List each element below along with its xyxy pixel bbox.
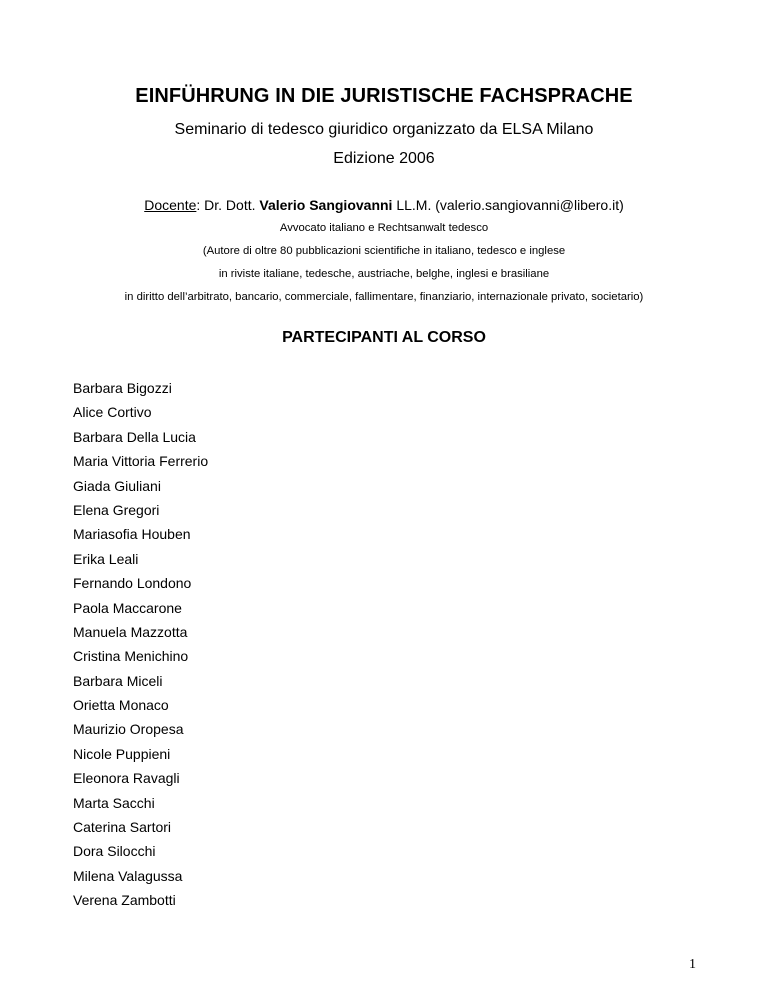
docente-prefix: : Dr. Dott. bbox=[196, 197, 260, 213]
participant-item: Alice Cortivo bbox=[73, 404, 152, 421]
participant-item: Verena Zambotti bbox=[73, 892, 176, 909]
participants-list bbox=[73, 379, 208, 916]
participant-item: Barbara Miceli bbox=[73, 672, 163, 689]
participant-item: Nicole Puppieni bbox=[73, 745, 171, 762]
participant-item: Mariasofia Houben bbox=[73, 526, 191, 543]
participant-item: Dora Silocchi bbox=[73, 843, 156, 860]
participant-item: Giada Giuliani bbox=[73, 477, 161, 494]
participant-item: Orietta Monaco bbox=[73, 697, 169, 714]
participant-item: Milena Valagussa bbox=[73, 867, 183, 884]
participant-item: Barbara Della Lucia bbox=[73, 428, 196, 445]
docente-name: Valerio Sangiovanni bbox=[259, 197, 393, 213]
participant-item: Paola Maccarone bbox=[73, 599, 182, 616]
participant-item: Erika Leali bbox=[73, 550, 139, 567]
docente-suffix: LL.M. (valerio.sangiovanni@libero.it) bbox=[392, 197, 624, 213]
docente-note-line-3: in diritto dell’arbitrato, bancario, commerciale, fallimentare, finanziario, internazionale privato, societario) bbox=[124, 291, 644, 303]
document-subtitle: Seminario di tedesco giuridico organizzato da ELSA Milano bbox=[174, 121, 594, 138]
section-title: PARTECIPANTI AL CORSO bbox=[282, 329, 486, 346]
participant-item: Barbara Bigozzi bbox=[73, 380, 172, 396]
participant-item: Cristina Menichino bbox=[73, 648, 189, 665]
docente-line bbox=[0, 197, 768, 213]
docente-role: Avvocato italiano e Rechtsanwalt tedesco bbox=[279, 222, 489, 234]
document-title: EINFÜHRUNG IN DIE JURISTISCHE FACHSPRACHE bbox=[135, 85, 633, 107]
participant-item: Marta Sacchi bbox=[73, 794, 155, 811]
participant-item: Maurizio Oropesa bbox=[73, 721, 184, 738]
docente-label: Docente bbox=[144, 197, 197, 213]
edition-label: Edizione 2006 bbox=[333, 150, 435, 167]
docente-note-line-2: in riviste italiane, tedesche, austriache, belghe, inglesi e brasiliane bbox=[218, 268, 550, 280]
docente-note-line-1: (Autore di oltre 80 pubblicazioni scientifiche in italiano, tedesco e inglese bbox=[202, 245, 566, 257]
participant-item: Eleonora Ravagli bbox=[73, 770, 180, 787]
page-number: 1 bbox=[689, 957, 696, 972]
participant-item: Caterina Sartori bbox=[73, 819, 172, 836]
participant-item: Elena Gregori bbox=[73, 501, 160, 518]
participant-item: Fernando Londono bbox=[73, 575, 192, 592]
participant-item: Maria Vittoria Ferrerio bbox=[73, 453, 209, 470]
participant-item: Manuela Mazzotta bbox=[73, 623, 188, 640]
